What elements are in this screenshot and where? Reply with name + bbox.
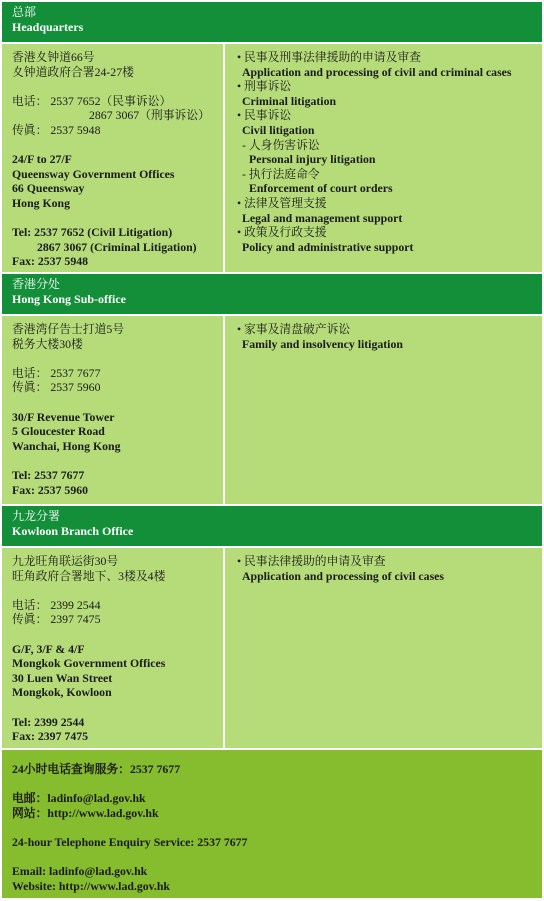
phone-en-line: Tel: 2537 7652 (Civil Litigation)	[12, 225, 173, 240]
fax-zh-line: 传眞： 2537 5960	[12, 380, 101, 395]
address-en-line: 66 Queensway	[12, 181, 85, 196]
service-item-en: Legal and management support	[242, 210, 403, 225]
service-subitem-zh: - 人身伤害诉讼	[242, 137, 320, 152]
service-item-en: Criminal litigation	[242, 93, 337, 108]
service-item-zh: • 民事诉讼	[237, 108, 292, 123]
section-header-hong-kong-sub-office	[2, 274, 542, 314]
service-item-zh: • 法律及管理支援	[237, 195, 327, 210]
services-column	[225, 44, 542, 272]
fax-zh-line: 传眞： 2397 7475	[12, 612, 101, 627]
phone-zh-line: 电话： 2399 2544	[12, 597, 101, 612]
service-item-en: Application and processing of civil and criminal cases	[242, 64, 512, 79]
address-en-line: Hong Kong	[12, 195, 71, 210]
address-zh-line: 香港湾仔告士打道5号	[12, 322, 125, 336]
service-item-zh: • 民事法律援助的申请及审查	[237, 554, 386, 568]
bullet-icon: •	[237, 79, 242, 94]
fax-zh-line: 传眞： 2537 5948	[12, 122, 101, 137]
address-en-line: Mongkok Government Offices	[12, 656, 166, 671]
section-row-hong-kong-sub-office	[2, 316, 542, 504]
fax-en-line: Fax: 2397 7475	[12, 729, 89, 744]
address-column	[2, 548, 225, 748]
service-item-en: Policy and administrative support	[242, 239, 414, 254]
phone-zh-line: 2867 3067（刑事诉讼）	[89, 108, 210, 123]
address-zh-line: 税务大楼30楼	[12, 336, 83, 351]
address-en-line: Mongkok, Kowloon	[12, 685, 112, 700]
email-zh-link[interactable]: 电邮：ladinfo@lad.gov.hk	[12, 791, 146, 806]
address-en-line: 30/F Revenue Tower	[12, 409, 115, 424]
address-column	[2, 44, 225, 272]
bullet-icon: •	[237, 50, 242, 64]
address-en-line: G/F, 3/F & 4/F	[12, 641, 85, 656]
section-header-kowloon-branch-office	[2, 506, 542, 546]
address-en-line: 5 Gloucester Road	[12, 424, 105, 439]
phone-zh-line: 电话： 2537 7652（民事诉讼）	[12, 93, 172, 108]
phone-en-line: Tel: 2399 2544	[12, 714, 85, 729]
hotline-zh: 24小时电话查询服务：2537 7677	[12, 762, 181, 776]
section-title-en: Headquarters	[12, 20, 84, 34]
phone-en-line: Tel: 2537 7677	[12, 467, 85, 482]
service-subitem-en: Personal injury litigation	[249, 152, 376, 167]
address-en-line: Wanchai, Hong Kong	[12, 438, 121, 453]
service-item-zh: • 民事及刑事法律援助的申请及审查	[237, 50, 421, 64]
hotline-en: 24-hour Telephone Enquiry Service: 2537 7677	[12, 834, 248, 849]
section-title-zh: 总部	[12, 5, 37, 19]
bullet-icon: •	[237, 225, 242, 240]
phone-zh-line: 电话： 2537 7677	[12, 365, 101, 380]
section-title-en: Kowloon Branch Office	[12, 524, 134, 538]
address-zh-line: 九龙旺角联运街30号	[12, 554, 119, 568]
address-zh-line: 夊钟道政府合署24-27楼	[12, 64, 134, 79]
service-item-en: Family and insolvency litigation	[242, 336, 403, 351]
service-item-zh: • 家事及清盘破产诉讼	[237, 322, 351, 336]
services-column	[225, 316, 542, 504]
service-subitem-en: Enforcement of court orders	[249, 181, 393, 196]
phone-en-line: 2867 3067 (Criminal Litigation)	[37, 239, 197, 254]
website-zh-link[interactable]: 网站：http://www.lad.gov.hk	[12, 805, 159, 820]
service-subitem-zh: - 执行法庭命令	[242, 166, 320, 181]
address-en-line: 30 Luen Wan Street	[12, 670, 113, 685]
email-en-link[interactable]: Email: ladinfo@lad.gov.hk	[12, 864, 148, 879]
service-item-zh: • 刑事诉讼	[237, 79, 292, 94]
bullet-icon: •	[237, 108, 242, 123]
address-en-line: Queensway Government Offices	[12, 166, 175, 181]
service-item-en: Application and processing of civil cases	[242, 568, 444, 583]
bullet-icon: •	[237, 322, 242, 336]
section-row-headquarters	[2, 44, 542, 272]
fax-en-line: Fax: 2537 5960	[12, 482, 89, 497]
address-en-line: 24/F to 27/F	[12, 152, 72, 167]
section-title-en: Hong Kong Sub-office	[12, 292, 127, 306]
section-row-kowloon-branch-office	[2, 548, 542, 748]
service-item-zh: • 政策及行政支援	[237, 225, 327, 240]
enquiry-footer	[2, 750, 542, 898]
address-zh-line: 旺角政府合署地下、3楼及4楼	[12, 568, 166, 583]
fax-en-line: Fax: 2537 5948	[12, 254, 89, 269]
section-title-zh: 香港分处	[12, 277, 61, 291]
address-column	[2, 316, 225, 504]
service-item-en: Civil litigation	[242, 122, 315, 137]
services-column	[225, 548, 542, 748]
section-header-headquarters	[2, 2, 542, 42]
address-zh-line: 香港夊钟道66号	[12, 50, 95, 64]
bullet-icon: •	[237, 554, 242, 568]
bullet-icon: •	[237, 195, 242, 210]
section-title-zh: 九龙分署	[12, 509, 61, 523]
website-en-link[interactable]: Website: http://www.lad.gov.hk	[12, 878, 170, 893]
